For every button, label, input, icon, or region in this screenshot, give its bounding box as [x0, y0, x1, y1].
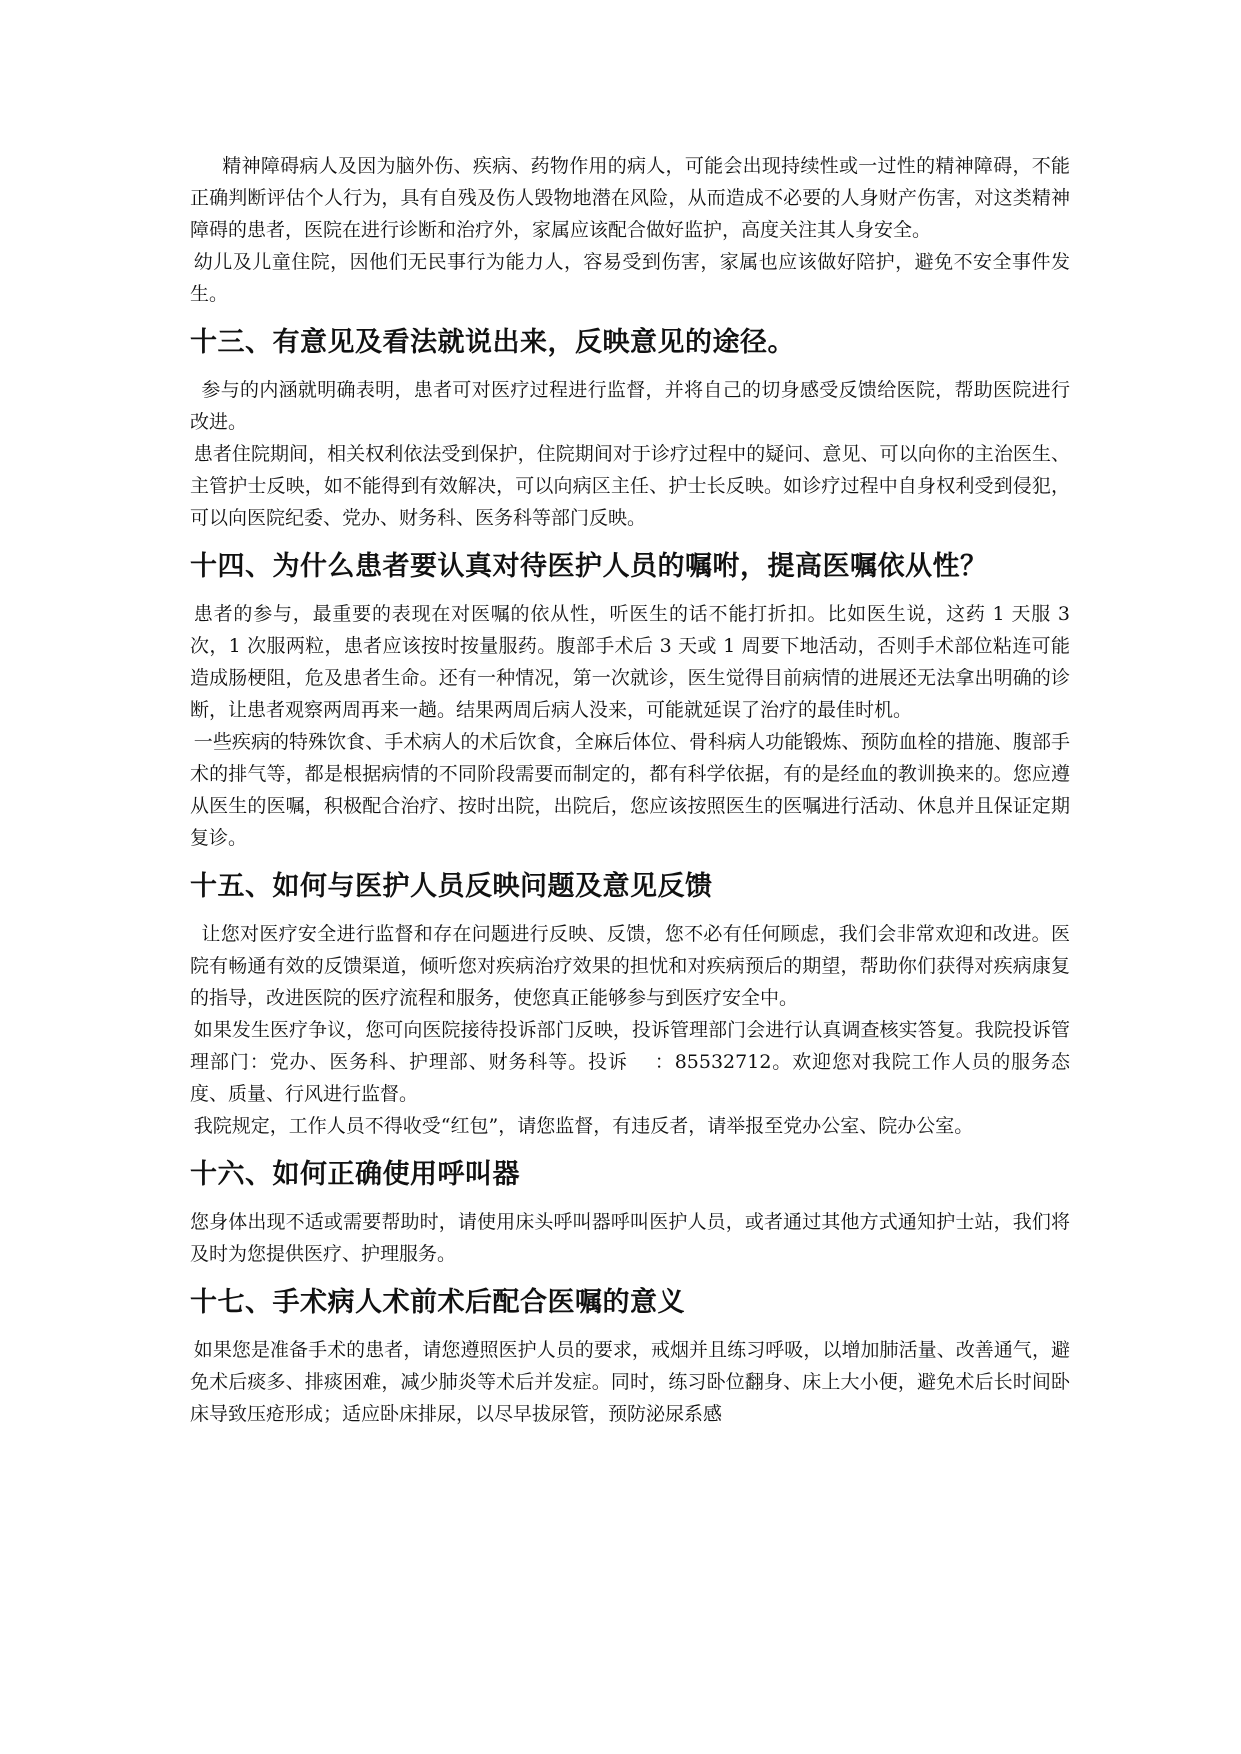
body-paragraph: 参与的内涵就明确表明，患者可对医疗过程进行监督，并将自己的切身感受反馈给医院，帮助医院进行改进。 — [190, 379, 1070, 433]
body-paragraph: 如果发生医疗争议，您可向医院接待投诉部门反映，投诉管理部门会进行认真调查核实答复。我院投诉管理部门：党办、医务科、护理部、财务科等。投诉 ：85532712。欢迎您对我院工作人员的服务态度、质量、行风进行监督。 — [190, 1019, 1070, 1105]
section-13 — [190, 324, 1070, 534]
document-page — [190, 150, 1070, 1430]
section-heading: 十四、为什么患者要认真对待医护人员的嘱咐，提高医嘱依从性？ — [190, 551, 988, 582]
body-paragraph: 患者的参与，最重要的表现在对医嘱的依从性，听医生的话不能打折扣。比如医生说，这药 1 天服 3 次，1 次服两粒，患者应该按时按量服药。腹部手术后 3 天或 1 周要下地活动，否则手术部位粘连可能造成肠梗阻，危及患者生命。还有一种情况，第一次就诊，医生觉得目前病情的进展还无法拿出明确的诊断，让患者观察两周再来一趟。结果两周后病人没来，可能就延误了治疗的最佳时机。 — [190, 603, 1070, 721]
body-paragraph: 如果您是准备手术的患者，请您遵照医护人员的要求，戒烟并且练习呼吸，以增加肺活量、改善通气，避免术后痰多、排痰困难，减少肺炎等术后并发症。同时，练习卧位翻身、床上大小便，避免术后长时间卧床导致压疮形成；适应卧床排尿，以尽早拔尿管，预防泌尿系感 — [190, 1339, 1070, 1425]
body-paragraph: 我院规定，工作人员不得收受“红包”，请您监督，有违反者，请举报至党办公室、院办公室。 — [193, 1115, 974, 1137]
section-heading: 十五、如何与医护人员反映问题及意见反馈 — [190, 871, 713, 902]
body-paragraph: 精神障碍病人及因为脑外伤、疾病、药物作用的病人，可能会出现持续性或一过性的精神障碍，不能正确判断评估个人行为，具有自残及伤人毁物地潜在风险，从而造成不必要的人身财产伤害，对这类精神障碍的患者，医院在进行诊断和治疗外，家属应该配合做好监护，高度关注其人身安全。 — [190, 155, 1070, 241]
section-15 — [190, 868, 1070, 1142]
intro-section — [190, 150, 1070, 310]
section-14 — [190, 548, 1070, 854]
section-heading: 十六、如何正确使用呼叫器 — [190, 1159, 520, 1190]
section-17 — [190, 1284, 1070, 1430]
section-heading: 十七、手术病人术前术后配合医嘱的意义 — [190, 1287, 685, 1318]
section-heading: 十三、有意见及看法就说出来，反映意见的途径。 — [190, 327, 795, 358]
body-paragraph: 让您对医疗安全进行监督和存在问题进行反映、反馈，您不必有任何顾虑，我们会非常欢迎和改进。医院有畅通有效的反馈渠道，倾听您对疾病治疗效果的担忧和对疾病预后的期望，帮助你们获得对疾病康复的指导，改进医院的医疗流程和服务，使您真正能够参与到医疗安全中。 — [190, 923, 1070, 1009]
body-paragraph: 患者住院期间，相关权利依法受到保护，住院期间对于诊疗过程中的疑问、意见、可以向你的主治医生、主管护士反映，如不能得到有效解决，可以向病区主任、护士长反映。如诊疗过程中自身权利受到侵犯，可以向医院纪委、党办、财务科、医务科等部门反映。 — [190, 443, 1070, 529]
section-16 — [190, 1156, 1070, 1270]
body-paragraph: 您身体出现不适或需要帮助时，请使用床头呼叫器呼叫医护人员，或者通过其他方式通知护士站，我们将及时为您提供医疗、护理服务。 — [190, 1211, 1070, 1265]
body-paragraph: 幼儿及儿童住院，因他们无民事行为能力人，容易受到伤害，家属也应该做好陪护，避免不安全事件发生。 — [190, 251, 1070, 305]
body-paragraph: 一些疾病的特殊饮食、手术病人的术后饮食，全麻后体位、骨科病人功能锻炼、预防血栓的措施、腹部手术的排气等，都是根据病情的不同阶段需要而制定的，都有科学依据，有的是经血的教训换来的。您应遵从医生的医嘱，积极配合治疗、按时出院，出院后，您应该按照医生的医嘱进行活动、休息并且保证定期复诊。 — [190, 731, 1070, 849]
